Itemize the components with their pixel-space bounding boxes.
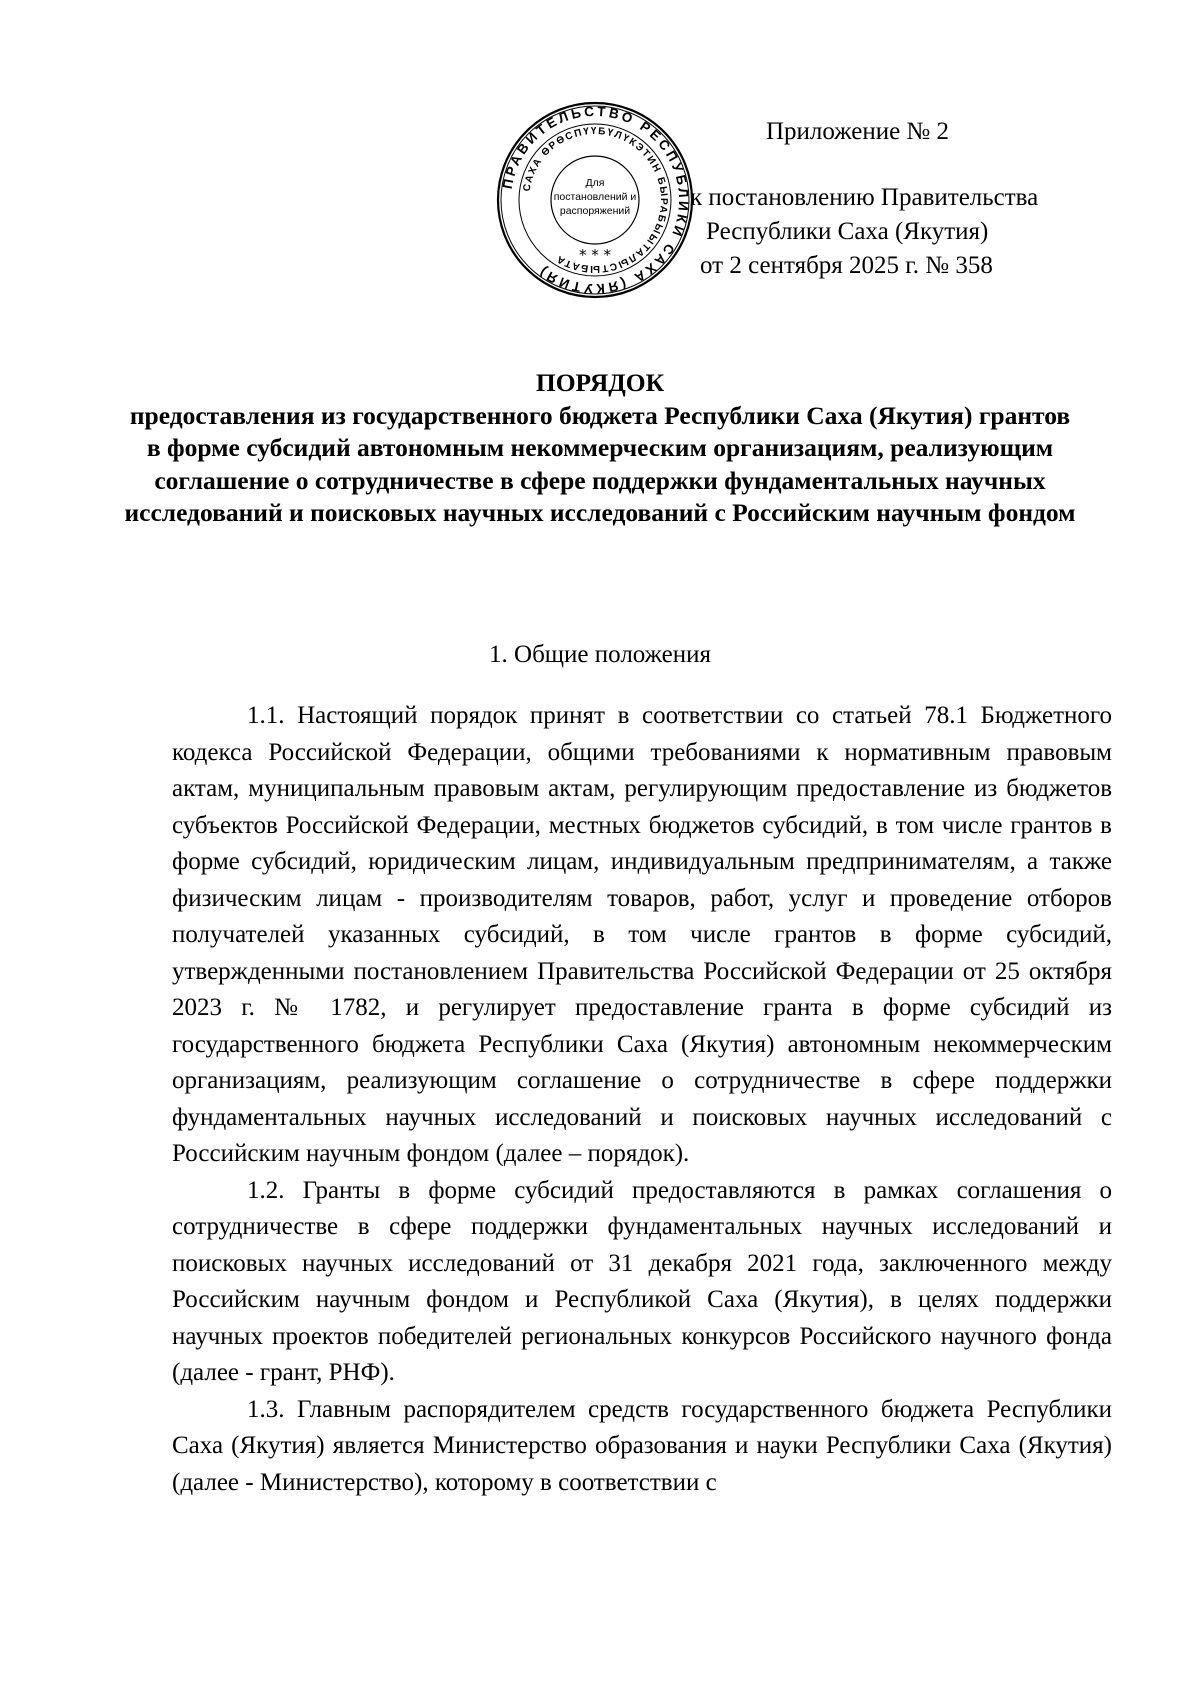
document-body <box>172 698 1112 1501</box>
appendix-resolution-ref: к постановлению Правительства <box>690 184 1039 211</box>
section-heading: 1. Общие положения <box>489 641 711 668</box>
seal-center-line2: постановлений и <box>553 191 637 203</box>
official-seal <box>495 100 695 300</box>
document-title <box>120 367 1080 530</box>
paragraph-1-2: 1.2. Гранты в форме субсидий предоставляются в рамках соглашения о сотрудничестве в сфере поддержки фундаментальных научных исследований и поисковых научных исследований от 31 декабря 2021 года, заключенного между Российским научным фондом и Республикой Саха (Якутия), в целях поддержки научных проектов победителей региональных конкурсов Российского научного фонда (далее - грант, РНФ). <box>172 1176 1112 1386</box>
seal-inner-text: САХА ӨРӨСПҮҮБҮЛҮКЭТИН БЫРАБЫЫТАЛЫСТЫБАТА <box>521 125 670 275</box>
appendix-date-number: от 2 сентября 2025 г. № 358 <box>700 252 993 279</box>
paragraph-1-1: 1.1. Настоящий порядок принят в соответствии со статьей 78.1 Бюджетного кодекса Российской Федерации, общими требованиями к нормативным правовым актам, муниципальным правовым актам, регулирующим предоставление из бюджетов субъектов Российской Федерации, местных бюджетов субсидий, в том числе грантов в форме субсидий, юридическим лицам, индивидуальным предпринимателям, а также физическим лицам - производителям товаров, работ, услуг и проведение отборов получателей указанных субсидий, в том числе грантов в форме субсидий, утвержденными постановлением Правительства Российской Федерации от 25 октября 2023 г. № 1782, и регулирует предоставление гранта в форме субсидий из государственного бюджета Республики Саха (Якутия) автономным некоммерческим организациям, реализующим соглашение о сотрудничестве в сфере поддержки фундаментальных научных исследований и поисковых научных исследований с Российским научным фондом (далее – порядок). <box>172 702 1112 1167</box>
seal-outer-text: ПРАВИТЕЛЬСТВО РЕСПУБЛИКИ САХА (ЯКУТИЯ) <box>499 103 692 297</box>
appendix-number: Приложение № 2 <box>766 118 950 145</box>
appendix-republic: Республики Саха (Якутия) <box>706 218 989 245</box>
seal-stars: * * * <box>578 246 612 264</box>
seal-center-line3: распоряжений <box>559 205 631 217</box>
seal-center-line1: Для <box>585 177 605 189</box>
seal-graphic <box>495 100 695 300</box>
paragraph-1-3: 1.3. Главным распорядителем средств государственного бюджета Республики Саха (Якутия) является Министерство образования и науки Республики Саха (Якутия) (далее - Министерство), которому в соответствии с <box>172 1395 1112 1496</box>
title-subtitle: предоставления из государственного бюджета Республики Саха (Якутия) грантов в форме субсидий автономным некоммерческим организациям, реализующим соглашение о сотрудничестве в сфере поддержки фундаментальных научных исследований и поисковых научных исследований с Российским научным фондом <box>124 400 1076 527</box>
title-main: ПОРЯДОК <box>535 368 665 397</box>
